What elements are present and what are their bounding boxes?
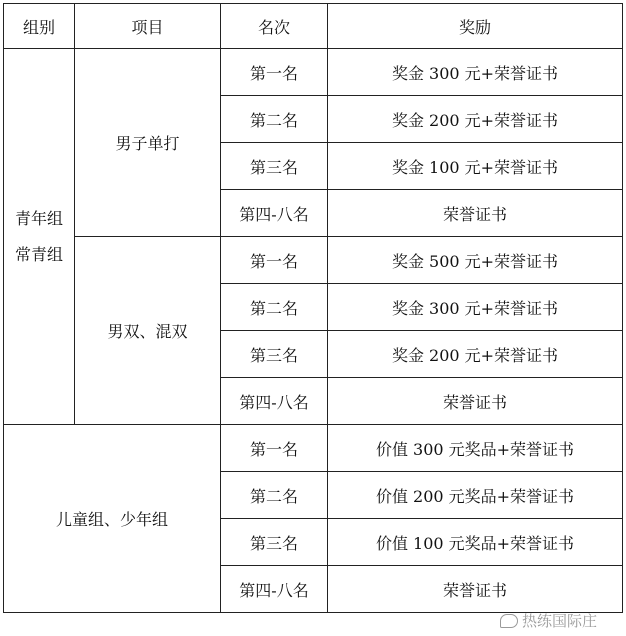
rank-cell: 第一名: [221, 425, 328, 472]
wechat-icon: [500, 614, 518, 628]
rank-cell: 第三名: [221, 143, 328, 190]
award-table: [3, 3, 623, 613]
header-reward: 奖励: [328, 4, 623, 49]
rank-cell: 第二名: [221, 96, 328, 143]
reward-cell: 奖金 300 元+荣誉证书: [328, 284, 623, 331]
reward-cell: 奖金 200 元+荣誉证书: [328, 331, 623, 378]
reward-cell: 奖金 500 元+荣誉证书: [328, 237, 623, 284]
reward-cell: 价值 300 元奖品+荣誉证书: [328, 425, 623, 472]
item-cell-singles: 男子单打: [75, 49, 221, 237]
rank-cell: 第一名: [221, 49, 328, 96]
watermark: [500, 610, 597, 631]
header-row: [4, 4, 623, 49]
reward-cell: 奖金 300 元+荣誉证书: [328, 49, 623, 96]
table-row: [4, 237, 623, 284]
header-item: 项目: [75, 4, 221, 49]
rank-cell: 第四-八名: [221, 190, 328, 237]
group-cell-youth: [4, 49, 75, 425]
table-row: [4, 425, 623, 472]
reward-cell: 价值 100 元奖品+荣誉证书: [328, 519, 623, 566]
rank-cell: 第四-八名: [221, 378, 328, 425]
rank-cell: 第三名: [221, 519, 328, 566]
rank-cell: 第三名: [221, 331, 328, 378]
header-group: 组别: [4, 4, 75, 49]
item-cell-doubles: 男双、混双: [75, 237, 221, 425]
reward-cell: 奖金 100 元+荣誉证书: [328, 143, 623, 190]
group-label: 常青组: [14, 244, 63, 264]
group-cell-children: 儿童组、少年组: [4, 425, 221, 613]
rank-cell: 第一名: [221, 237, 328, 284]
rank-cell: 第二名: [221, 284, 328, 331]
header-rank: 名次: [221, 4, 328, 49]
watermark-text: 热练国际庄: [522, 612, 598, 630]
reward-cell: 价值 200 元奖品+荣誉证书: [328, 472, 623, 519]
rank-cell: 第二名: [221, 472, 328, 519]
reward-cell: 奖金 200 元+荣誉证书: [328, 96, 623, 143]
reward-cell: 荣誉证书: [328, 566, 623, 613]
table-row: [4, 49, 623, 96]
reward-cell: 荣誉证书: [328, 190, 623, 237]
group-label: 青年组: [14, 208, 63, 228]
rank-cell: 第四-八名: [221, 566, 328, 613]
reward-cell: 荣誉证书: [328, 378, 623, 425]
